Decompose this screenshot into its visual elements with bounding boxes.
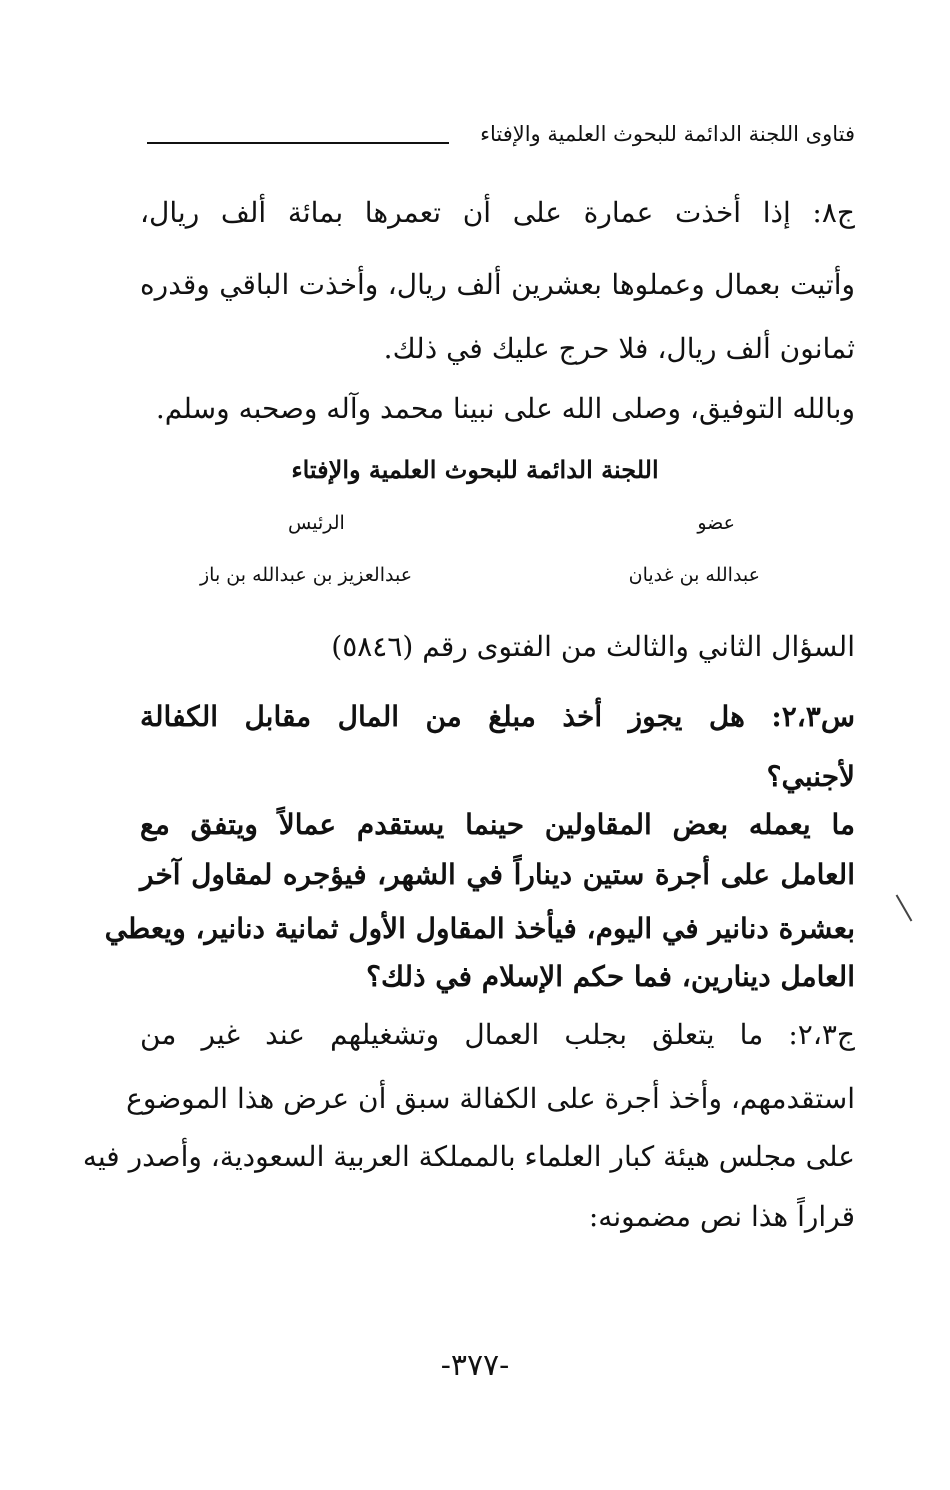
member-role: عضو: [697, 512, 735, 534]
question-line: ما يعمله بعض المقاولين حينما يستقدم عمالاً ويتفق مع: [140, 808, 855, 841]
answer-line: على مجلس هيئة كبار العلماء بالمملكة العربية السعودية، وأصدر فيه: [82, 1140, 855, 1173]
answer-8-line: ثمانون ألف ريال، فلا حرج عليك في ذلك.: [383, 332, 855, 365]
committee-name: اللجنة الدائمة للبحوث العلمية والإفتاء: [291, 455, 659, 484]
answer-line: ج٢،٣: ما يتعلق بجلب العمال وتشغيلهم عند غير من: [140, 1018, 855, 1051]
question-line: بعشرة دنانير في اليوم، فيأخذ المقاول الأول ثمانية دنانير، ويعطي: [104, 912, 855, 945]
question-line: س٢،٣: هل يجوز أخذ مبلغ من المال مقابل الكفالة: [140, 700, 855, 733]
fatwa-reference: السؤال الثاني والثالث من الفتوى رقم (٥٨٤٦): [331, 630, 855, 663]
closing-line: وبالله التوفيق، وصلى الله على نبينا محمد وآله وصحبه وسلم.: [155, 392, 855, 425]
page-number: -٣٧٧-: [440, 1348, 510, 1383]
president-name: عبدالعزيز بن عبدالله بن باز: [200, 564, 413, 586]
header-rule: [147, 142, 449, 144]
margin-pen-mark: [896, 895, 913, 922]
president-role: الرئيس: [288, 512, 345, 534]
answer-line: قراراً هذا نص مضمونه:: [588, 1200, 855, 1233]
running-header-title: فتاوى اللجنة الدائمة للبحوث العلمية والإفتاء: [480, 122, 855, 146]
member-name: عبدالله بن غديان: [628, 564, 760, 586]
question-line: العامل على أجرة ستين ديناراً في الشهر، فيؤجره لمقاول آخر: [140, 858, 855, 891]
question-line: لأجنبي؟: [766, 760, 855, 793]
question-line: العامل دينارين، فما حكم الإسلام في ذلك؟: [366, 960, 855, 993]
answer-line: استقدمهم، وأخذ أجرة على الكفالة سبق أن عرض هذا الموضوع: [126, 1082, 855, 1115]
answer-8-line: ج٨: إذا أخذت عمارة على أن تعمرها بمائة ألف ريال،: [140, 196, 855, 229]
answer-8-line: وأتيت بعمال وعملوها بعشرين ألف ريال، وأخذت الباقي وقدره: [140, 268, 855, 301]
